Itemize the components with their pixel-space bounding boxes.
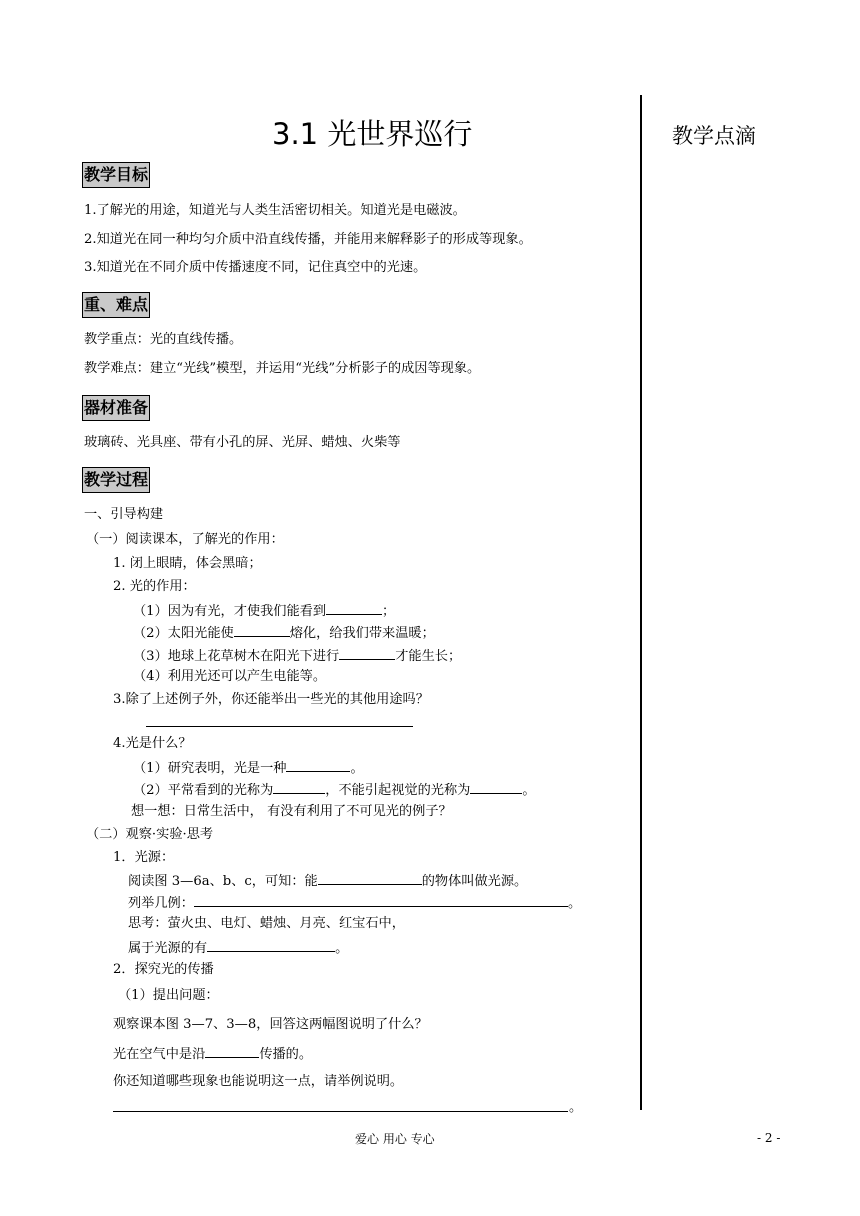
answer-blank[interactable]	[273, 780, 325, 794]
process-line	[133, 623, 435, 643]
line-text: 的物体叫做光源。	[421, 874, 528, 889]
goal-item: 2.知道光在同一种均匀介质中沿直线传播，并能用来解释影子的形成等现象。	[84, 232, 532, 247]
answer-blank[interactable]	[318, 871, 422, 885]
process-line: 3.除了上述例子外，你还能举出一些光的其他用途吗？	[113, 692, 429, 707]
line-text: 。	[522, 783, 536, 798]
answer-blank[interactable]	[470, 780, 522, 794]
line-text: 属于光源的有	[128, 941, 208, 956]
process-line: （1）提出问题：	[118, 988, 219, 1003]
answer-blank[interactable]	[194, 893, 568, 907]
process-line: （一）阅读课本，了解光的作用：	[86, 532, 284, 547]
answer-blank[interactable]	[207, 938, 335, 952]
process-line: 。	[569, 1100, 583, 1115]
page-title: 3.1 光世界巡行	[272, 117, 473, 151]
teaching-focus: 教学重点：光的直线传播。	[84, 332, 243, 347]
answer-line[interactable]	[113, 1111, 568, 1112]
process-line: 1．光源：	[113, 850, 175, 865]
goal-item: 3.知道光在不同介质中传播速度不同，记住真空中的光速。	[84, 260, 427, 275]
line-text: 。	[567, 896, 582, 911]
process-line	[128, 871, 527, 891]
line-text: 熔化，给我们带来温暖；	[289, 626, 435, 641]
process-line	[133, 758, 364, 778]
process-line: （二）观察·实验·思考	[86, 827, 214, 842]
line-text: 光在空气中是沿	[113, 1047, 206, 1062]
line-text: 列举几例：	[128, 896, 194, 911]
page-number: - 2 -	[757, 1131, 781, 1145]
answer-line[interactable]	[146, 726, 413, 727]
line-text: 才能生长；	[395, 649, 462, 664]
process-line: 思考：萤火虫、电灯、蜡烛、月亮、红宝石中，	[128, 916, 405, 931]
goal-item: 1.了解光的用途，知道光与人类生活密切相关。知道光是电磁波。	[84, 203, 466, 218]
section-heading-materials: 器材准备	[82, 395, 150, 421]
section-heading-keypoints: 重、难点	[82, 292, 150, 318]
materials-list: 玻璃砖、光具座、带有小孔的屏、光屏、蜡烛、火柴等	[84, 435, 401, 450]
process-line: （4）利用光还可以产生电能等。	[133, 669, 327, 684]
process-line	[128, 938, 348, 958]
line-text: （2）平常看到的光称为	[133, 783, 274, 798]
process-line: 1. 闭上眼睛，体会黑暗；	[113, 556, 262, 571]
line-text: 。	[350, 761, 364, 776]
answer-blank[interactable]	[326, 601, 382, 615]
line-text: 阅读图 3—6a、b、c，可知：能	[128, 874, 318, 889]
line-text: ，不能引起视觉的光称为	[325, 783, 471, 798]
process-line: 2. 光的作用：	[113, 579, 196, 594]
line-text: 。	[335, 941, 349, 956]
answer-blank[interactable]	[234, 623, 290, 637]
process-line	[133, 780, 536, 800]
section-heading-process: 教学过程	[82, 467, 150, 493]
process-line	[133, 646, 461, 666]
line-text: （2）太阳光能使	[133, 626, 234, 641]
footer-motto: 爱心 用心 专心	[355, 1132, 435, 1146]
answer-blank[interactable]	[286, 758, 350, 772]
process-line: 4.光是什么？	[113, 736, 192, 751]
answer-blank[interactable]	[205, 1044, 259, 1058]
line-text: （3）地球上花草树木在阳光下进行	[133, 649, 340, 664]
process-line: 想一想：日常生活中， 有没有利用了不可见光的例子？	[131, 804, 452, 819]
process-line	[128, 893, 581, 913]
process-line: 观察课本图 3—7、3—8，回答这两幅图说明了什么？	[113, 1017, 428, 1032]
answer-blank[interactable]	[339, 646, 395, 660]
process-line: 你还知道哪些现象也能说明这一点，请举例说明。	[113, 1074, 404, 1089]
process-line: 一、引导构建	[84, 507, 164, 522]
process-line	[113, 1044, 312, 1064]
line-text: 传播的。	[259, 1047, 313, 1062]
section-heading-goals: 教学目标	[82, 162, 150, 188]
teaching-difficulty: 教学难点：建立“光线”模型，并运用“光线”分析影子的成因等现象。	[84, 361, 481, 376]
process-line	[133, 601, 395, 621]
line-text: ；	[382, 604, 396, 619]
side-column-title: 教学点滴	[672, 124, 756, 148]
column-divider	[640, 95, 642, 1110]
line-text: （1）研究表明，光是一种	[133, 761, 287, 776]
process-line: 2．探究光的传播	[113, 962, 214, 977]
line-text: （1）因为有光，才使我们能看到	[133, 604, 327, 619]
